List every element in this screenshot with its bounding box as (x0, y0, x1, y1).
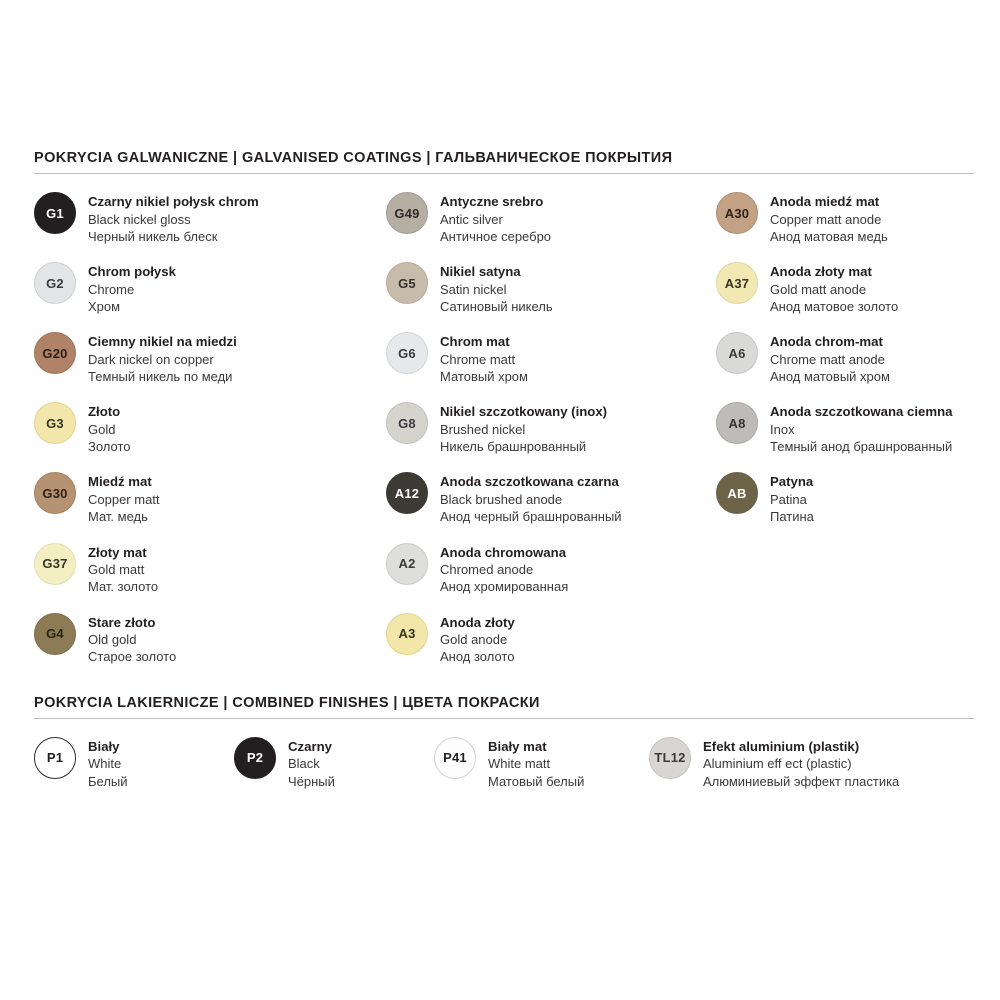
label-pl: Biały mat (488, 738, 547, 754)
coating-item (716, 262, 974, 315)
label-en: Gold matt anode (770, 281, 867, 297)
label-pl: Ciemny nikiel na miedzi (88, 334, 237, 350)
swatch-a6: A6 (716, 332, 758, 374)
swatch-p2: P2 (234, 737, 276, 779)
label-pl: Chrom mat (440, 334, 510, 350)
swatch-g49: G49 (386, 192, 428, 234)
swatch-ab: AB (716, 472, 758, 514)
label-ru: Мат. медь (88, 509, 148, 525)
coating-labels (88, 262, 176, 315)
label-pl: Patyna (770, 474, 814, 490)
label-pl: Stare złoto (88, 614, 156, 630)
coating-labels (770, 192, 888, 245)
coating-item (716, 332, 974, 385)
label-ru: Темный анод брашнрованный (770, 439, 953, 455)
swatch-a12: A12 (386, 472, 428, 514)
label-ru: Анод матовое золото (770, 298, 899, 314)
label-pl: Antyczne srebro (440, 194, 544, 209)
finish-item (234, 737, 434, 790)
label-ru: Анод золото (440, 649, 515, 665)
coating-item (34, 543, 386, 596)
coating-labels (440, 192, 551, 245)
label-en: Old gold (88, 632, 137, 648)
label-pl: Anoda chrom-mat (770, 334, 883, 350)
label-ru: Темный никель по меди (88, 369, 233, 385)
label-en: Antic silver (440, 211, 503, 227)
label-en: Black brushed anode (440, 491, 563, 507)
swatch-a3: A3 (386, 613, 428, 655)
label-pl: Anoda szczotkowana czarna (440, 474, 619, 490)
label-ru: Черный никель блеск (88, 228, 218, 244)
label-pl: Efekt aluminium (plastik) (703, 738, 860, 754)
galvanised-column-2 (386, 192, 716, 683)
swatch-tl12: TL12 (649, 737, 691, 779)
coating-item (34, 262, 386, 315)
label-ru: Матовый хром (440, 369, 528, 385)
label-ru: Анод матовая медь (770, 228, 888, 244)
label-ru: Патина (770, 509, 814, 525)
swatch-g1: G1 (34, 192, 76, 234)
coating-labels (440, 262, 553, 315)
finishes-row (34, 737, 974, 790)
coating-item (34, 332, 386, 385)
coating-labels (440, 332, 528, 385)
coating-item (386, 613, 716, 666)
label-ru: Матовый белый (488, 773, 585, 789)
galvanised-column-1 (34, 192, 386, 683)
label-en: Gold anode (440, 632, 508, 648)
section-galvanised (34, 150, 974, 683)
swatch-a8: A8 (716, 402, 758, 444)
swatch-g5: G5 (386, 262, 428, 304)
coating-labels (440, 402, 607, 455)
coating-item (34, 402, 386, 455)
finish-item (434, 737, 649, 790)
label-en: Chrome matt (440, 351, 516, 367)
coating-item (386, 402, 716, 455)
label-pl: Anoda szczotkowana ciemna (770, 404, 953, 420)
label-en: White (88, 756, 122, 772)
finish-item (34, 737, 234, 790)
label-en: Gold matt (88, 562, 145, 578)
coating-labels (88, 543, 158, 596)
coating-item (386, 472, 716, 525)
label-pl: Czarny (288, 738, 332, 754)
label-en: Chromed anode (440, 562, 534, 578)
label-ru: Алюминиевый эффект пластика (703, 773, 900, 789)
label-pl: Chrom połysk (88, 264, 176, 280)
coating-labels (88, 472, 160, 525)
label-pl: Czarny nikiel połysk chrom (88, 194, 259, 209)
coating-labels (770, 402, 952, 455)
coating-item (386, 332, 716, 385)
swatch-g3: G3 (34, 402, 76, 444)
swatch-g30: G30 (34, 472, 76, 514)
label-pl: Złoty mat (88, 544, 147, 560)
swatch-p41: P41 (434, 737, 476, 779)
label-en: Brushed nickel (440, 421, 526, 437)
label-pl: Biały (88, 738, 120, 754)
coating-labels (440, 543, 568, 596)
swatch-g37: G37 (34, 543, 76, 585)
swatch-g4: G4 (34, 613, 76, 655)
label-en: Black (288, 756, 320, 772)
label-pl: Anoda złoty (440, 614, 515, 630)
label-ru: Золото (88, 439, 131, 455)
label-pl: Miedź mat (88, 474, 152, 490)
coating-labels (440, 472, 622, 525)
coating-item (34, 472, 386, 525)
label-ru: Старое золото (88, 649, 177, 665)
label-en: Copper matt anode (770, 211, 882, 227)
finish-labels (488, 737, 584, 790)
label-pl: Anoda chromowana (440, 544, 567, 560)
label-en: Dark nickel on copper (88, 351, 214, 367)
swatch-g6: G6 (386, 332, 428, 374)
swatch-g20: G20 (34, 332, 76, 374)
finish-item (649, 737, 949, 790)
finish-labels (288, 737, 335, 790)
label-en: Satin nickel (440, 281, 507, 297)
coating-labels (770, 472, 814, 525)
coating-item (716, 192, 974, 245)
label-ru: Сатиновый никель (440, 298, 553, 314)
section-title-galvanised: POKRYCIA GALWANICZNE | GALVANISED COATINGS | ГАЛЬВАНИЧЕСКОЕ ПОКРЫТИЯ (34, 150, 974, 174)
swatch-a37: A37 (716, 262, 758, 304)
coating-item (34, 613, 386, 666)
coating-labels (770, 332, 890, 385)
coating-labels (88, 402, 131, 455)
swatch-g8: G8 (386, 402, 428, 444)
galvanised-columns (34, 192, 974, 683)
label-pl: Nikiel szczotkowany (inox) (440, 404, 608, 420)
label-en: Chrome (88, 281, 135, 297)
coating-labels (88, 332, 237, 385)
coating-labels (440, 613, 515, 666)
label-pl: Złoto (88, 404, 121, 420)
section-finishes (34, 695, 974, 790)
coating-labels (88, 613, 176, 666)
coating-item (386, 192, 716, 245)
coatings-chart (34, 150, 974, 790)
coating-item (386, 262, 716, 315)
label-en: Copper matt (88, 491, 160, 507)
label-pl: Anoda złoty mat (770, 264, 872, 280)
label-ru: Анод хромированная (440, 579, 569, 595)
coating-labels (770, 262, 898, 315)
label-ru: Античное серебро (440, 228, 552, 244)
label-ru: Анод матовый хром (770, 369, 890, 385)
finish-labels (88, 737, 128, 790)
label-pl: Nikiel satyna (440, 264, 521, 280)
label-ru: Хром (88, 298, 121, 314)
label-ru: Мат. золото (88, 579, 159, 595)
swatch-p1: P1 (34, 737, 76, 779)
label-pl: Anoda miedź mat (770, 194, 880, 209)
swatch-a30: A30 (716, 192, 758, 234)
label-ru: Анод черный брашнрованный (440, 509, 622, 525)
label-en: Aluminium eff ect (plastic) (703, 756, 852, 772)
coating-labels (88, 192, 259, 245)
section-title-finishes: POKRYCIA LAKIERNICZE | COMBINED FINISHES | ЦВЕТА ПОКРАСКИ (34, 695, 974, 719)
coating-item (716, 472, 974, 525)
label-ru: Белый (88, 773, 128, 789)
label-en: Black nickel gloss (88, 211, 191, 227)
coating-item (716, 402, 974, 455)
label-ru: Чёрный (288, 773, 335, 789)
coating-item (386, 543, 716, 596)
swatch-g2: G2 (34, 262, 76, 304)
coating-item (34, 192, 386, 245)
galvanised-column-3 (716, 192, 974, 543)
label-ru: Никель брашнрованный (440, 439, 587, 455)
label-en: Chrome matt anode (770, 351, 885, 367)
label-en: White matt (488, 756, 551, 772)
label-en: Patina (770, 491, 807, 507)
swatch-a2: A2 (386, 543, 428, 585)
label-en: Gold (88, 421, 116, 437)
finish-labels (703, 737, 899, 790)
label-en: Inox (770, 421, 795, 437)
